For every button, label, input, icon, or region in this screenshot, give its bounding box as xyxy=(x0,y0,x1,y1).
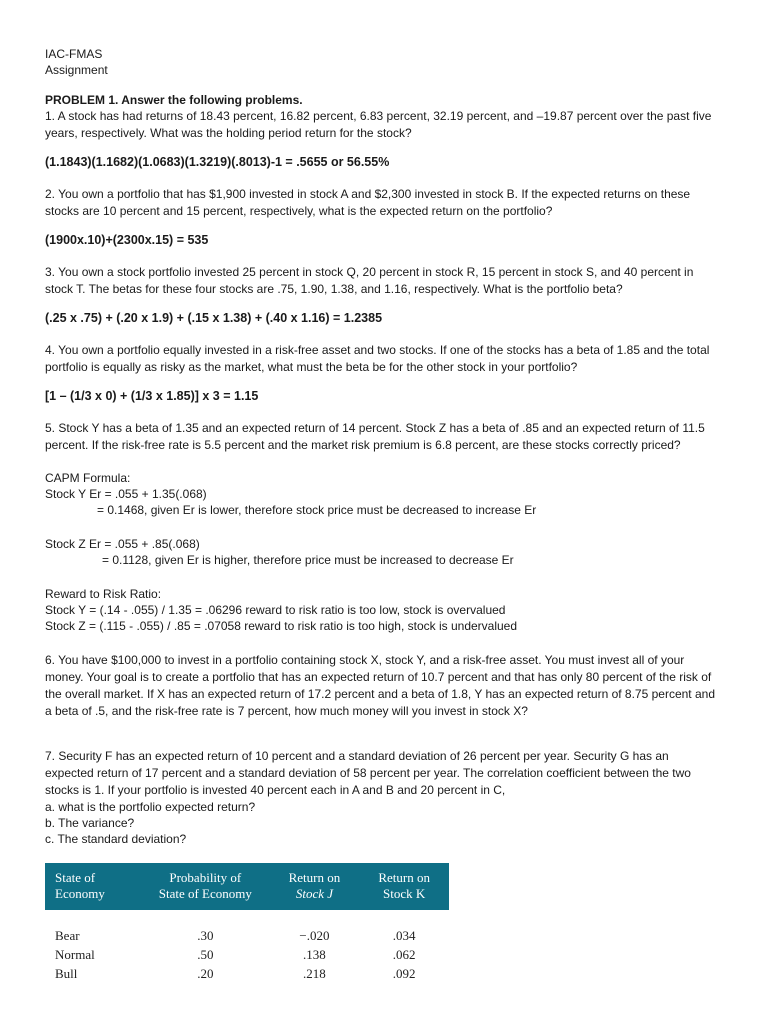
cell-state: Bull xyxy=(55,966,78,981)
table-row xyxy=(45,910,449,945)
cell-return-j: −.020 xyxy=(299,928,330,943)
stock-z-er: Stock Z Er = .055 + .85(.068) xyxy=(45,537,200,551)
cell-probability: .50 xyxy=(197,947,214,962)
header-state-of-economy: State of Economy xyxy=(55,870,105,901)
cell-return-k: .034 xyxy=(392,928,416,943)
reward-risk-title: Reward to Risk Ratio: xyxy=(45,587,162,601)
state-of-economy-table xyxy=(45,863,449,983)
question-1-text: 1. A stock has had returns of 18.43 percent, 16.82 percent, 6.83 percent, 32.19 percent, and –19.87 percent over the past five years, respectively. What was the holding period return for the stock? xyxy=(45,109,712,140)
header-assignment: Assignment xyxy=(45,63,108,77)
capm-title: CAPM Formula: xyxy=(45,471,131,485)
cell-return-k: .092 xyxy=(392,966,416,981)
question-4-answer: [1 – (1/3 x 0) + (1/3 x 1.85)] x 3 = 1.15 xyxy=(45,389,259,403)
question-1-answer: (1.1843)(1.1682)(1.0683)(1.3219)(.8013)-1 = .5655 or 56.55% xyxy=(45,155,390,169)
state-of-economy-table-wrap xyxy=(45,863,449,983)
question-7-part-c: c. The standard deviation? xyxy=(45,832,187,846)
question-7-text: 7. Security F has an expected return of 10 percent and a standard deviation of 26 percent per year. Security G has an expected return of 17 percent and a standard deviation of 58 percent per year. The correlation coefficient between the two stocks is 1. If your portfolio is invested 40 percent each in A and B and 20 percent in C, xyxy=(45,749,691,797)
table-row xyxy=(45,945,449,964)
cell-return-j: .218 xyxy=(303,966,326,981)
reward-risk-y: Stock Y = (.14 - .055) / 1.35 = .06296 reward to risk ratio is too low, stock is overvalued xyxy=(45,603,506,617)
cell-probability: .20 xyxy=(197,966,214,981)
document-page xyxy=(45,46,717,847)
reward-risk-z: Stock Z = (.115 - .055) / .85 = .07058 reward to risk ratio is too high, stock is undervalued xyxy=(45,619,518,633)
question-3-text: 3. You own a stock portfolio invested 25 percent in stock Q, 20 percent in stock R, 15 percent in stock S, and 40 percent in stock T. The betas for these four stocks are .75, 1.90, 1.38, and 1.16, respectively. What is the portfolio beta? xyxy=(45,265,694,296)
stock-y-er-result: = 0.1468, given Er is lower, therefore stock price must be decreased to increase Er xyxy=(97,503,537,517)
question-6-text: 6. You have $100,000 to invest in a portfolio containing stock X, stock Y, and a risk-free asset. You must invest all of your money. Your goal is to create a portfolio that has an expected return of 10.7 percent and that has only 80 percent of the risk of the overall market. If X has an expected return of 17.2 percent and a beta of 1.8, Y has an expected return of 8.75 percent and a beta of .5, and the risk-free rate is 7 percent, how much money will you invest in stock X? xyxy=(45,653,715,718)
cell-return-j: .138 xyxy=(303,947,326,962)
question-2-text: 2. You own a portfolio that has $1,900 invested in stock A and $2,300 invested in stock B. If the expected returns on these stocks are 10 percent and 15 percent, respectively, what is the expected return on the portfolio? xyxy=(45,187,691,218)
question-5-text: 5. Stock Y has a beta of 1.35 and an expected return of 14 percent. Stock Z has a beta of .85 and an expected return of 11.5 percent. If the risk-free rate is 5.5 percent and the market risk premium is 6.8 percent, are these stocks correctly priced? xyxy=(45,421,705,452)
problem-heading: PROBLEM 1. Answer the following problems. xyxy=(45,93,303,107)
header-return-stock-j: Return on Stock J xyxy=(288,870,341,901)
question-3-answer: (.25 x .75) + (.20 x 1.9) + (.15 x 1.38) + (.40 x 1.16) = 1.2385 xyxy=(45,311,383,325)
question-2-answer: (1900x.10)+(2300x.15) = 535 xyxy=(45,233,209,247)
header-course: IAC-FMAS xyxy=(45,47,103,61)
question-7-part-b: b. The variance? xyxy=(45,816,135,830)
cell-state: Normal xyxy=(55,947,95,962)
stock-z-er-result: = 0.1128, given Er is higher, therefore price must be increased to decrease Er xyxy=(102,553,514,567)
table-header-row xyxy=(45,863,449,910)
table-row xyxy=(45,964,449,983)
stock-y-er: Stock Y Er = .055 + 1.35(.068) xyxy=(45,487,207,501)
header-probability: Probability of State of Economy xyxy=(158,870,252,901)
cell-return-k: .062 xyxy=(392,947,416,962)
question-7-part-a: a. what is the portfolio expected return? xyxy=(45,800,256,814)
header-return-stock-k: Return on Stock K xyxy=(378,870,430,901)
cell-probability: .30 xyxy=(197,928,214,943)
question-4-text: 4. You own a portfolio equally invested in a risk-free asset and two stocks. If one of the stocks has a beta of 1.85 and the total portfolio is equally as risky as the market, what must the beta be for the other stock in your portfolio? xyxy=(45,343,710,374)
cell-state: Bear xyxy=(55,928,80,943)
